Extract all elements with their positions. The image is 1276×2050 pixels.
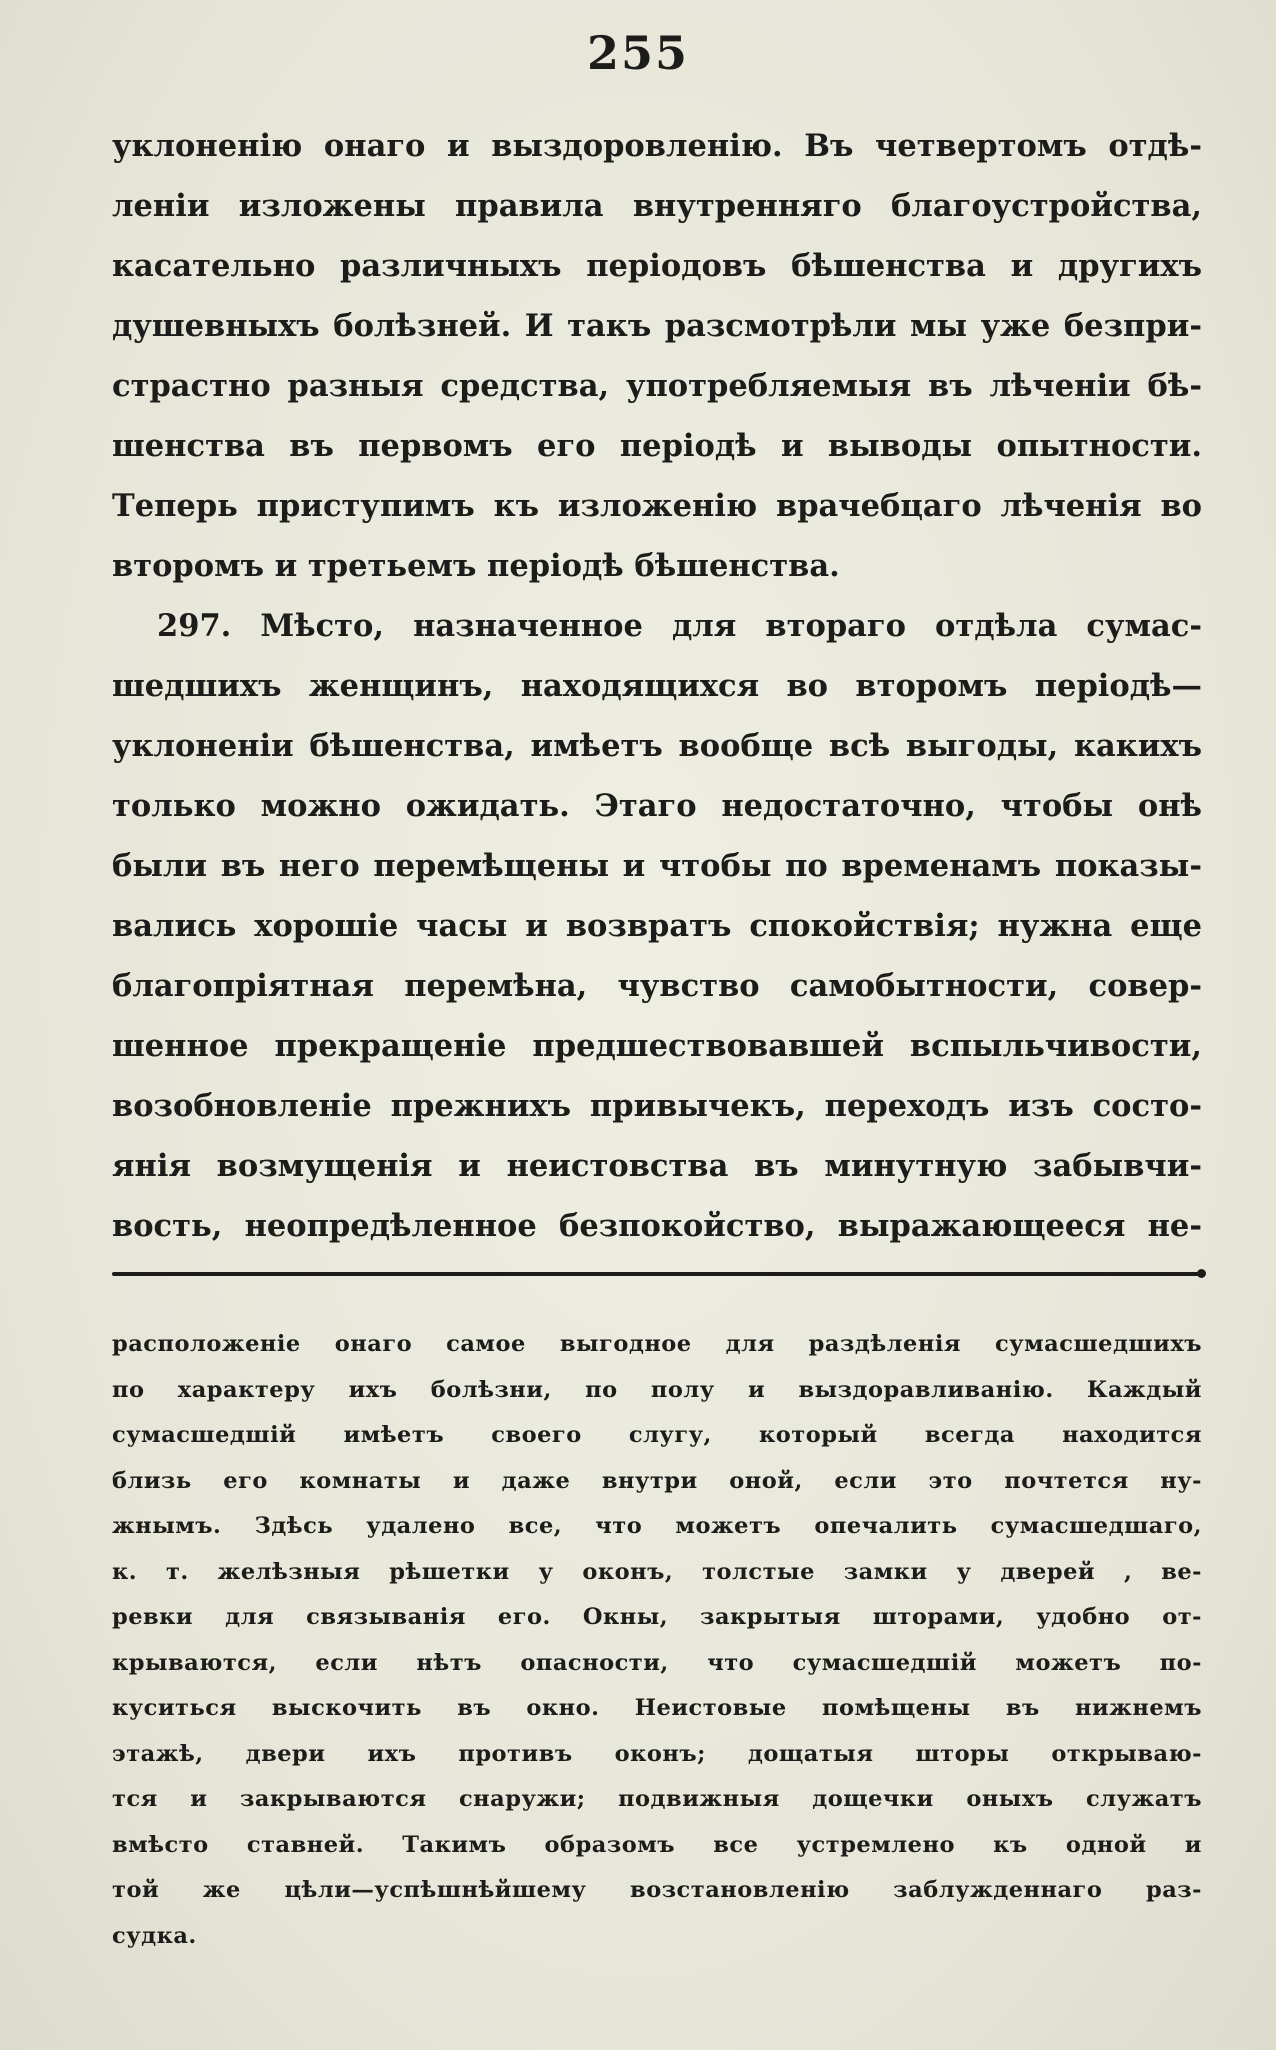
footnote-separator [112, 1272, 1202, 1276]
footnote [112, 1322, 1202, 1959]
footnote-line: жнымъ. Здѣсь удалено все, что можетъ опечалить сумасшедшаго, [112, 1513, 1202, 1539]
main-text [112, 116, 1202, 1256]
main-text-line: вость, неопредѣленное безпокойство, выражающееся не- [112, 1208, 1202, 1244]
footnote-line: вмѣсто ставней. Такимъ образомъ все устремлено къ одной и [112, 1831, 1202, 1858]
main-text-line: шенства въ первомъ его періодѣ и выводы опытности. [112, 428, 1202, 464]
footnote-line: крываются, если нѣтъ опасности, что сумасшедшій можетъ по- [112, 1649, 1202, 1676]
main-text-line: страстно разныя средства, употребляемыя въ лѣченіи бѣ- [112, 368, 1202, 404]
main-text-line: вались хорошіе часы и возвратъ спокойствія; нужна еще [112, 908, 1202, 944]
main-text-line: Теперь приступимъ къ изложенію врачебцаго лѣченія во [112, 488, 1202, 524]
footnote-line: сумасшедшій имѣетъ своего слугу, который всегда находится [112, 1422, 1202, 1448]
main-text-line: душевныхъ болѣзней. И такъ разсмотрѣли мы уже безпри- [112, 308, 1202, 344]
main-text-line: янія возмущенія и неистовства въ минутную забывчи- [112, 1148, 1202, 1184]
page-number: 255 [586, 26, 690, 80]
main-text-line: были въ него перемѣщены и чтобы по временамъ показы- [112, 848, 1202, 884]
paragraph-297-first-line: 297. Мѣсто, назначенное для втораго отдѣла сумас- [157, 608, 1202, 644]
footnote-line: к. т. желѣзныя рѣшетки у оконъ, толстые замки у дверей , ве- [112, 1558, 1202, 1585]
footnote-line: по характеру ихъ болѣзни, по полу и выздоравливанію. Каждый [112, 1376, 1202, 1403]
footnote-line: судка. [112, 1922, 197, 1949]
footnote-line: расположеніе онаго самое выгодное для раздѣленія сумасшедшихъ [112, 1331, 1202, 1357]
main-text-line: только можно ожидать. Этаго недостаточно, чтобы онѣ [112, 788, 1202, 824]
footnote-line: ревки для связыванія его. Окны, закрытыя шторами, удобно от- [112, 1604, 1202, 1630]
main-text-line: шедшихъ женщинъ, находящихся во второмъ періодѣ— [112, 668, 1202, 704]
footnote-line: близь его комнаты и даже внутри оной, если это почтется ну- [112, 1467, 1202, 1494]
main-text-line: возобновленіе прежнихъ привычекъ, переходъ изъ состо- [112, 1088, 1202, 1124]
footnote-line: той же цѣли—успѣшнѣйшему возстановленію заблужденнаго раз- [112, 1877, 1202, 1903]
footnote-line: тся и закрываются снаружи; подвижныя дощечки оныхъ служатъ [112, 1786, 1202, 1812]
main-text-line: леніи изложены правила внутренняго благоустройства, [112, 188, 1202, 224]
main-text-line: благопріятная перемѣна, чувство самобытности, совер- [112, 968, 1202, 1004]
main-text-line: уклоненію онаго и выздоровленію. Въ четвертомъ отдѣ- [112, 128, 1202, 164]
main-text-line: касательно различныхъ періодовъ бѣшенства и другихъ [112, 248, 1202, 284]
main-text-line: уклоненіи бѣшенства, имѣетъ вообще всѣ выгоды, какихъ [112, 728, 1202, 764]
main-text-line: шенное прекращеніе предшествовавшей вспыльчивости, [112, 1028, 1202, 1064]
footnote-line: куситься выскочить въ окно. Неистовые помѣщены въ нижнемъ [112, 1695, 1202, 1721]
footnote-line: этажѣ, двери ихъ противъ оконъ; дощатыя шторы открываю- [112, 1740, 1202, 1767]
main-text-line: второмъ и третьемъ періодѣ бѣшенства. [112, 548, 840, 584]
